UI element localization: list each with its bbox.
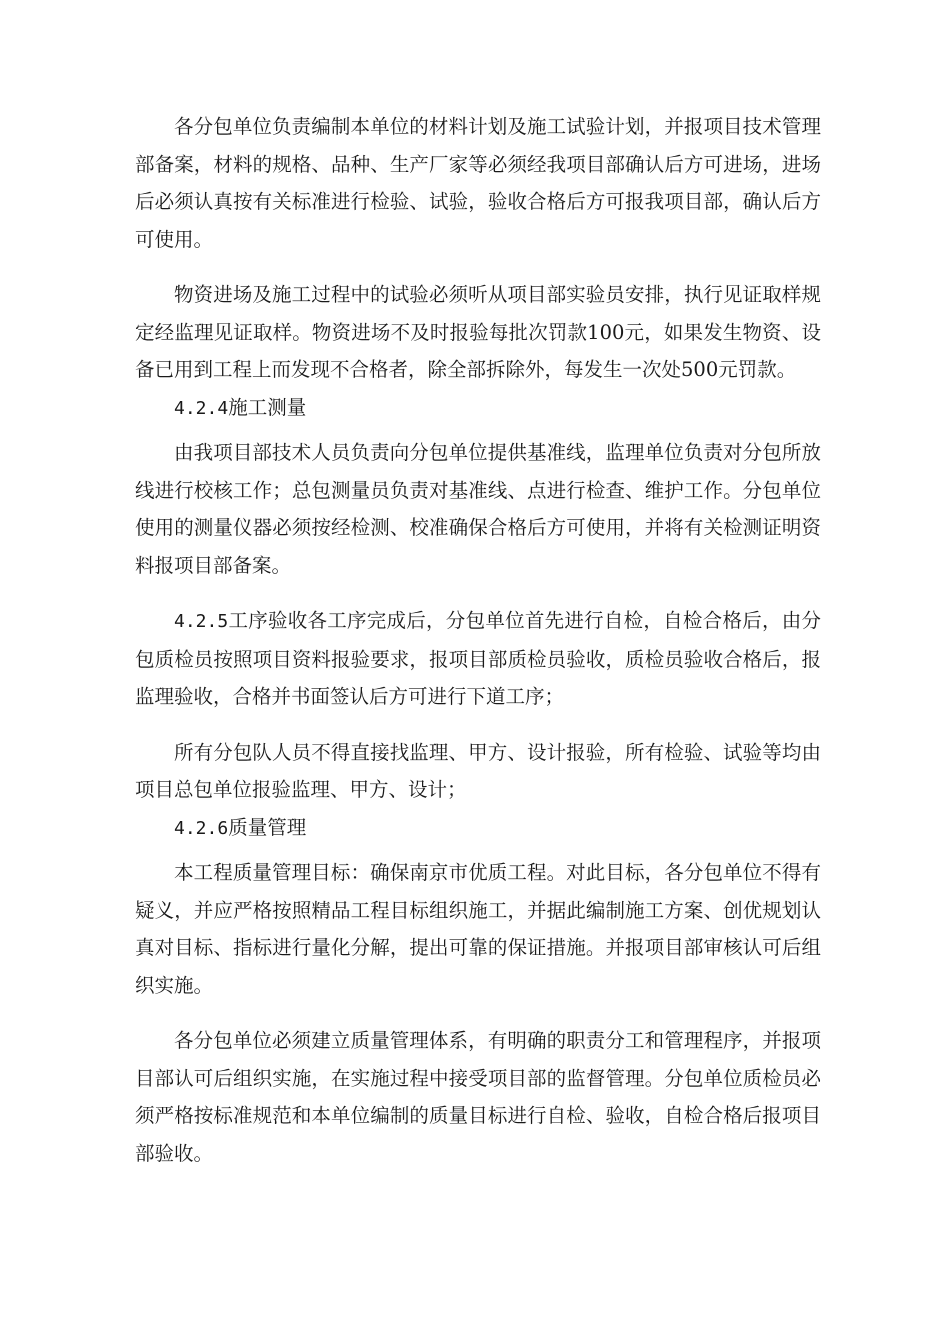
section-heading-4-2-6 — [135, 809, 821, 848]
section-title: 质量管理 — [228, 815, 307, 839]
section-number: 4.2.6 — [174, 817, 229, 839]
paragraph-inspection-rule: 所有分包队人员不得直接找监理、甲方、设计报验，所有检验、试验等均由项目总包单位报验监理、甲方、设计； — [135, 740, 821, 801]
paragraph-quality-target: 本工程质量管理目标：确保南京市优质工程。对此目标，各分包单位不得有疑义，并应严格按照精品工程目标组织施工，并据此编制施工方案、创优规划认真对目标、指标进行量化分解，提出可靠的保证措施。并报项目部审核认可后组织实施。 — [135, 861, 821, 997]
paragraph-quality-system: 各分包单位必须建立质量管理体系，有明确的职责分工和管理程序，并报项目部认可后组织实施，在实施过程中接受项目部的监督管理。分包单位质检员必须严格按标准规范和本单位编制的质量目标进行自检、验收，自检合格后报项目部验收。 — [135, 1029, 821, 1165]
paragraph-process-acceptance — [135, 602, 821, 716]
section-heading-4-2-4 — [135, 389, 821, 428]
section-title: 施工测量 — [228, 395, 307, 419]
paragraph-text: 工序验收各工序完成后，分包单位首先进行自检，自检合格后，由分包质检员按照项目资料报验要求，报项目部质检员验收，质检员验收合格后，报监理验收，合格并书面签认后方可进行下道工序； — [135, 609, 821, 708]
paragraph-survey: 由我项目部技术人员负责向分包单位提供基准线，监理单位负责对分包所放线进行校核工作；总包测量员负责对基准线、点进行检查、维护工作。分包单位使用的测量仪器必须按经检测、校准确保合格后方可使用，并将有关检测证明资料报项目部备案。 — [135, 441, 821, 577]
section-number: 4.2.4 — [174, 397, 229, 419]
document-body — [135, 108, 821, 1172]
section-number: 4.2.5 — [174, 611, 229, 632]
paragraph-material-plan: 各分包单位负责编制本单位的材料计划及施工试验计划，并报项目技术管理部备案，材料的规格、品种、生产厂家等必须经我项目部确认后方可进场，进场后必须认真按有关标准进行检验、试验，验收合格后方可报我项目部，确认后方可使用。 — [135, 115, 821, 251]
paragraph-material-testing: 物资进场及施工过程中的试验必须听从项目部实验员安排，执行见证取样规定经监理见证取样。物资进场不及时报验每批次罚款100元，如果发生物资、设备已用到工程上而发现不合格者，除全部拆除外，每发生一次处500元罚款。 — [135, 283, 821, 381]
